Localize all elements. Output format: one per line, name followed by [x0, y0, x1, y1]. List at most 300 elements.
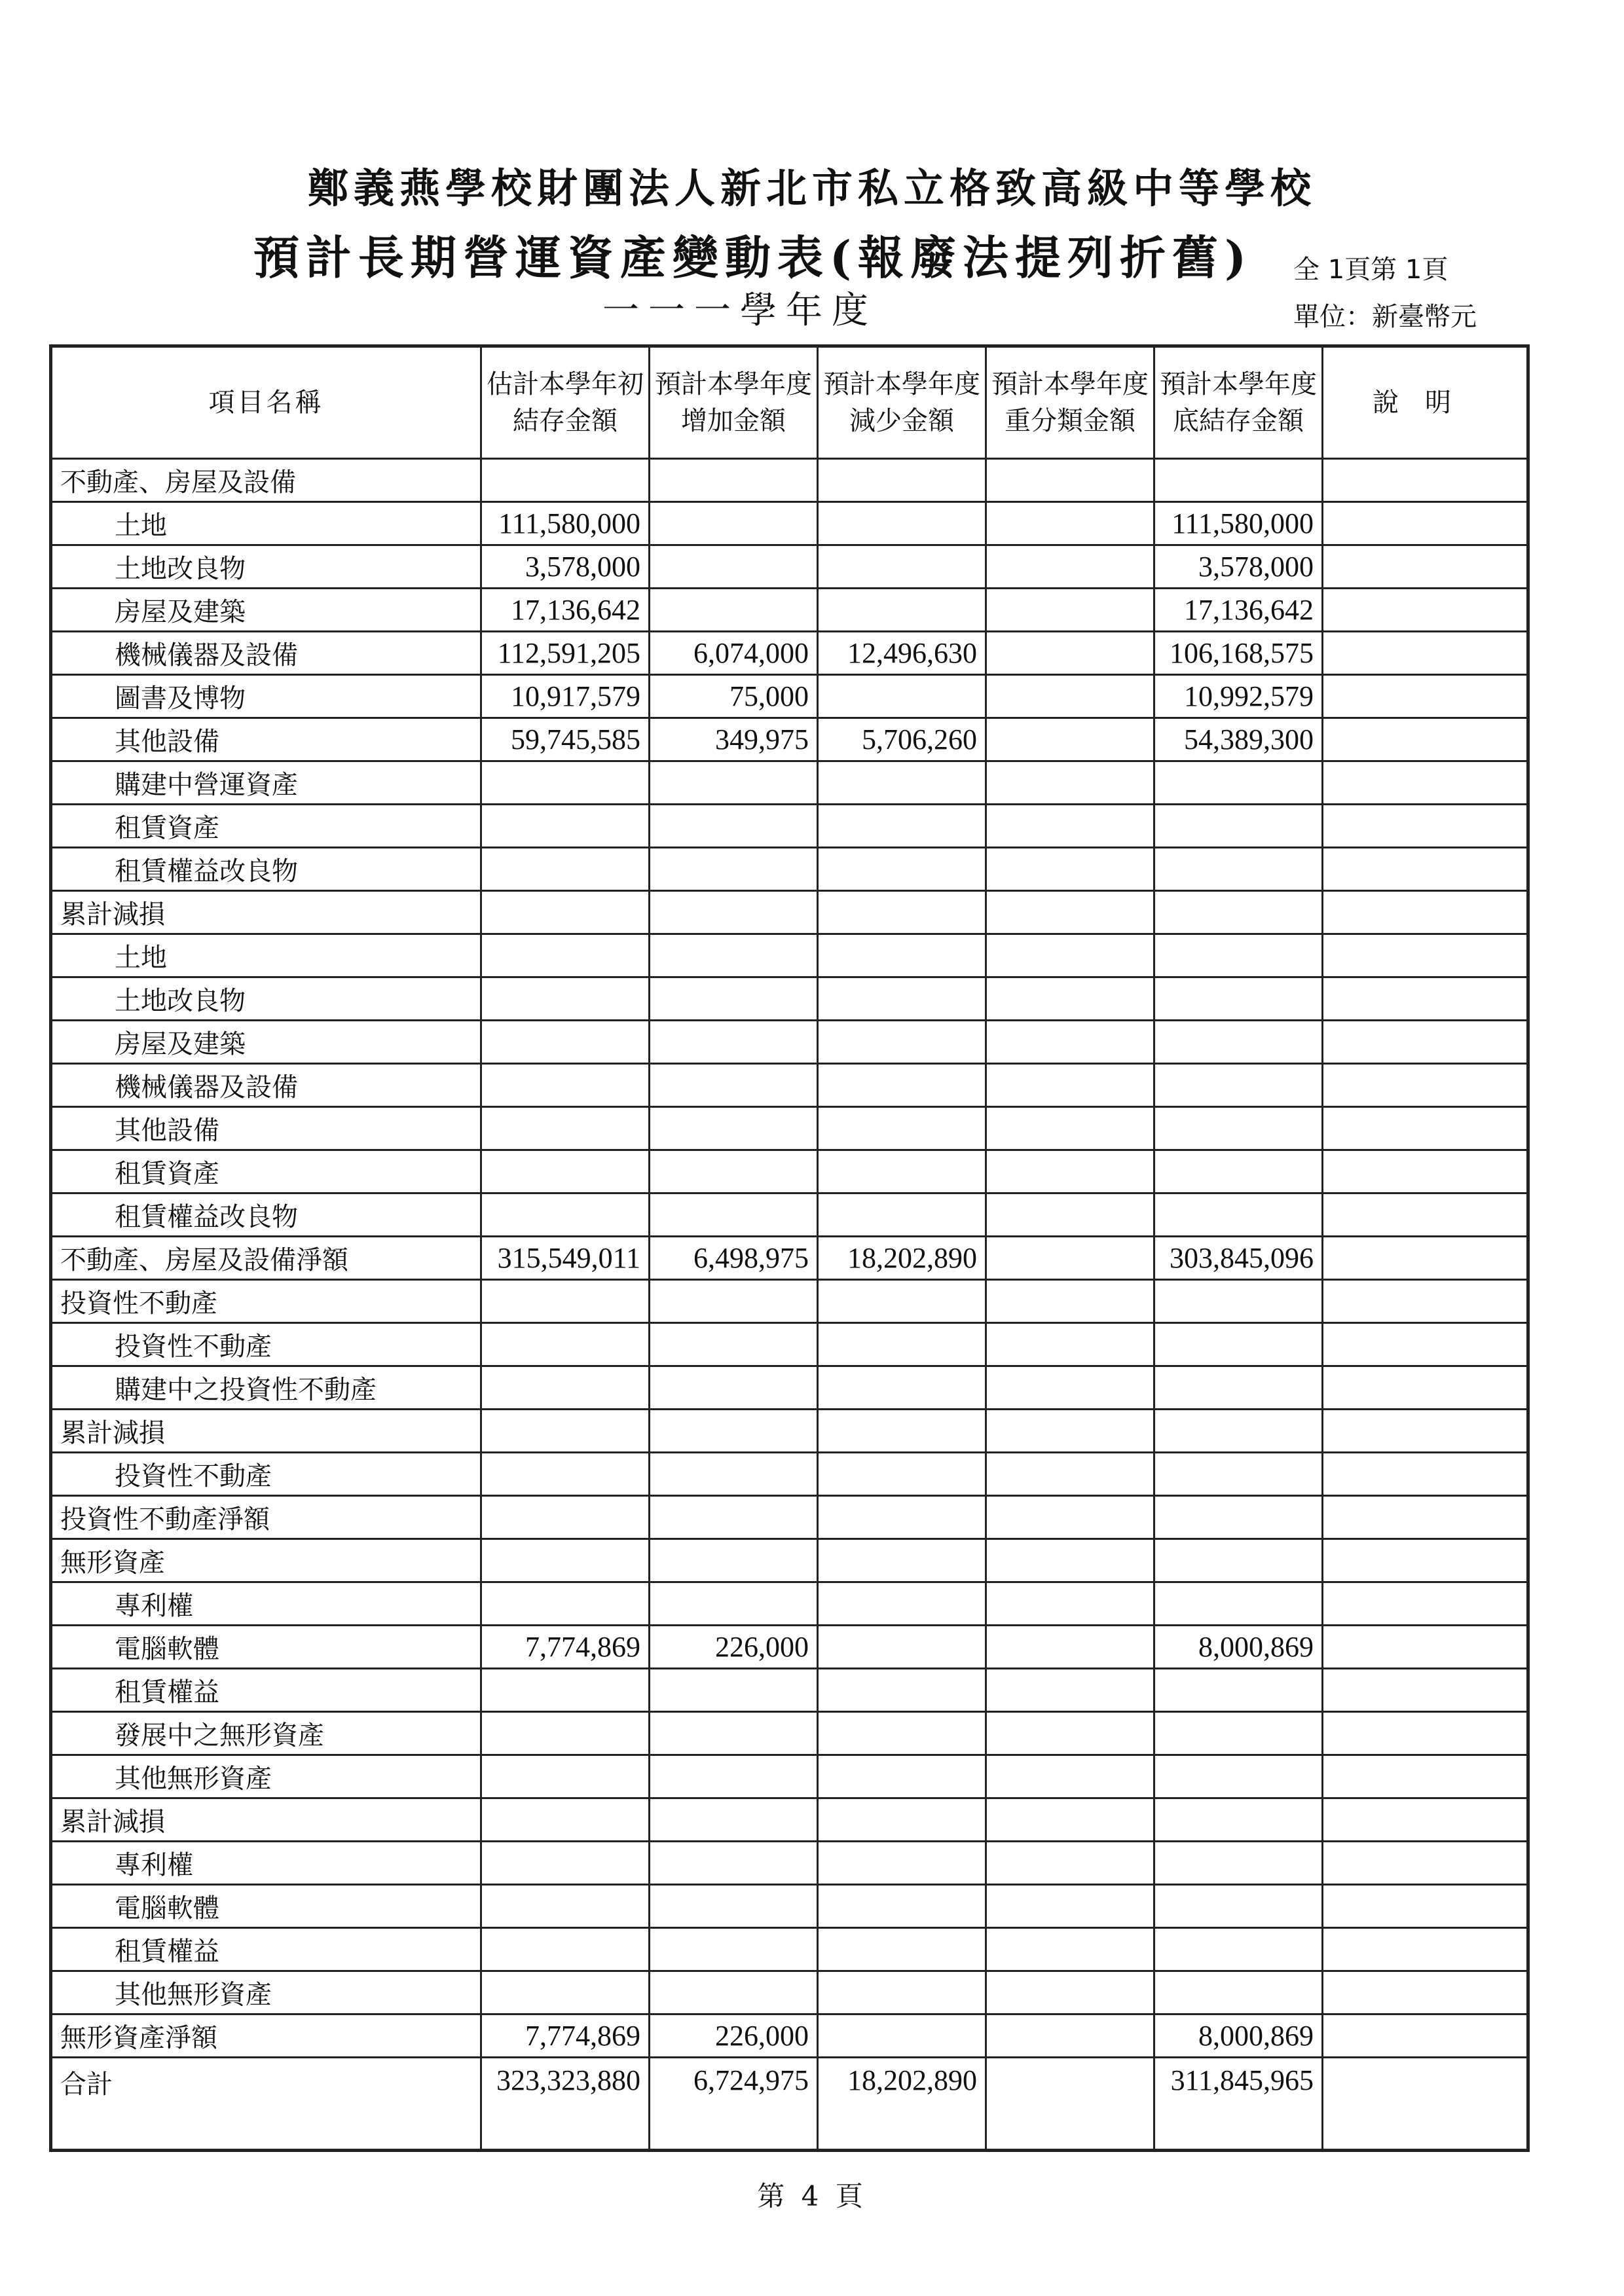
page-number: 第 4 頁 [757, 2180, 867, 2212]
table-row [51, 1064, 1528, 1107]
increase-value [650, 848, 818, 891]
note [1323, 1107, 1528, 1150]
table-row [51, 1107, 1528, 1150]
end-value [1154, 1453, 1323, 1496]
reclass-value [986, 589, 1154, 632]
begin-value [481, 1842, 650, 1885]
begin-value [481, 1755, 650, 1798]
increase-value [650, 805, 818, 848]
currency-unit: 單位：新臺幣元 [1293, 302, 1477, 332]
decrease-value [818, 1755, 986, 1798]
item-name: 租賃權益改良物 [51, 1194, 481, 1237]
begin-value [481, 1712, 650, 1755]
fiscal-year: 一一一學年度 [602, 289, 877, 332]
item-name: 投資性不動產淨額 [51, 1496, 481, 1539]
end-value [1154, 761, 1323, 805]
begin-value [481, 1669, 650, 1712]
col-header-increase: 預計本學年度 增加金額 [650, 346, 818, 459]
decrease-value: 5,706,260 [818, 718, 986, 761]
note [1323, 1971, 1528, 2014]
decrease-value [818, 1712, 986, 1755]
reclass-value [986, 1366, 1154, 1410]
end-value [1154, 1798, 1323, 1842]
increase-value [650, 1971, 818, 2014]
note [1323, 459, 1528, 502]
note [1323, 1626, 1528, 1669]
organization-name: 鄭義燕學校財團法人新北市私立格致高級中等學校 [307, 164, 1316, 212]
end-value [1154, 1755, 1323, 1798]
reclass-value [986, 1323, 1154, 1366]
item-name: 累計減損 [51, 1798, 481, 1842]
item-name: 租賃資產 [51, 1150, 481, 1194]
decrease-value [818, 1626, 986, 1669]
begin-value: 112,591,205 [481, 632, 650, 675]
begin-value: 17,136,642 [481, 589, 650, 632]
col-header-reclass: 預計本學年度 重分類金額 [986, 346, 1154, 459]
note [1323, 1453, 1528, 1496]
note [1323, 632, 1528, 675]
increase-value [650, 1280, 818, 1323]
table-row [51, 1971, 1528, 2014]
begin-value [481, 1150, 650, 1194]
begin-value: 7,774,869 [481, 1626, 650, 1669]
begin-value [481, 1453, 650, 1496]
reclass-value [986, 1626, 1154, 1669]
note [1323, 1366, 1528, 1410]
increase-value: 6,074,000 [650, 632, 818, 675]
table-row [51, 632, 1528, 675]
reclass-value [986, 805, 1154, 848]
table-row [51, 1021, 1528, 1064]
reclass-value [986, 1798, 1154, 1842]
end-value: 111,580,000 [1154, 502, 1323, 545]
decrease-value [818, 1971, 986, 2014]
end-value [1154, 459, 1323, 502]
table-row [51, 589, 1528, 632]
begin-value [481, 1323, 650, 1366]
reclass-value [986, 545, 1154, 589]
end-value [1154, 891, 1323, 934]
decrease-value [818, 891, 986, 934]
reclass-value [986, 2058, 1154, 2151]
reclass-value [986, 761, 1154, 805]
increase-value [650, 1712, 818, 1755]
end-value: 10,992,579 [1154, 675, 1323, 718]
end-value [1154, 1150, 1323, 1194]
item-name: 投資性不動產 [51, 1323, 481, 1366]
begin-value [481, 977, 650, 1021]
end-value [1154, 1323, 1323, 1366]
decrease-value [818, 675, 986, 718]
reclass-value [986, 1539, 1154, 1582]
increase-value: 226,000 [650, 2014, 818, 2058]
item-name: 其他無形資產 [51, 1971, 481, 2014]
begin-value: 59,745,585 [481, 718, 650, 761]
begin-value: 315,549,011 [481, 1237, 650, 1280]
table-row [51, 891, 1528, 934]
end-value [1154, 1971, 1323, 2014]
reclass-value [986, 1453, 1154, 1496]
increase-value [650, 891, 818, 934]
note [1323, 502, 1528, 545]
begin-value [481, 1798, 650, 1842]
increase-value [650, 545, 818, 589]
decrease-value [818, 1582, 986, 1626]
end-value [1154, 848, 1323, 891]
end-value [1154, 805, 1323, 848]
reclass-value [986, 1194, 1154, 1237]
item-name: 圖書及博物 [51, 675, 481, 718]
increase-value [650, 1582, 818, 1626]
reclass-value [986, 977, 1154, 1021]
table-row [51, 1885, 1528, 1928]
item-name: 房屋及建築 [51, 1021, 481, 1064]
col-header-decrease: 預計本學年度 減少金額 [818, 346, 986, 459]
item-name: 租賃權益改良物 [51, 848, 481, 891]
end-value [1154, 1194, 1323, 1237]
item-name: 機械儀器及設備 [51, 1064, 481, 1107]
decrease-value [818, 1928, 986, 1971]
table-row [51, 545, 1528, 589]
begin-value [481, 1928, 650, 1971]
increase-value [650, 1842, 818, 1885]
decrease-value [818, 1366, 986, 1410]
increase-value: 75,000 [650, 675, 818, 718]
increase-value [650, 1669, 818, 1712]
decrease-value [818, 761, 986, 805]
increase-value [650, 459, 818, 502]
note [1323, 675, 1528, 718]
decrease-value [818, 459, 986, 502]
note [1323, 1021, 1528, 1064]
item-name: 土地 [51, 934, 481, 977]
decrease-value [818, 1842, 986, 1885]
end-value [1154, 1021, 1323, 1064]
begin-value: 3,578,000 [481, 545, 650, 589]
table-row [51, 805, 1528, 848]
item-name: 投資性不動產 [51, 1280, 481, 1323]
begin-value [481, 934, 650, 977]
item-name: 累計減損 [51, 891, 481, 934]
decrease-value [818, 1194, 986, 1237]
end-value [1154, 977, 1323, 1021]
increase-value [650, 1150, 818, 1194]
increase-value [650, 1755, 818, 1798]
table-row [51, 1842, 1528, 1885]
item-name: 土地改良物 [51, 545, 481, 589]
end-value [1154, 1366, 1323, 1410]
col-header-note: 說明 [1323, 346, 1528, 459]
decrease-value [818, 1021, 986, 1064]
end-value: 3,578,000 [1154, 545, 1323, 589]
item-name: 租賃資產 [51, 805, 481, 848]
item-name: 無形資產 [51, 1539, 481, 1582]
table-row [51, 1237, 1528, 1280]
item-name: 電腦軟體 [51, 1885, 481, 1928]
table-row [51, 1798, 1528, 1842]
reclass-value [986, 459, 1154, 502]
col-header-item-name: 項目名稱 [51, 346, 481, 459]
note [1323, 977, 1528, 1021]
end-value [1154, 1064, 1323, 1107]
end-value [1154, 1280, 1323, 1323]
reclass-value [986, 934, 1154, 977]
reclass-value [986, 1971, 1154, 2014]
reclass-value [986, 1410, 1154, 1453]
end-value: 17,136,642 [1154, 589, 1323, 632]
note [1323, 1194, 1528, 1237]
note [1323, 761, 1528, 805]
increase-value [650, 1410, 818, 1453]
note [1323, 1885, 1528, 1928]
begin-value [481, 761, 650, 805]
increase-value: 349,975 [650, 718, 818, 761]
decrease-value [818, 934, 986, 977]
begin-value [481, 1021, 650, 1064]
reclass-value [986, 1107, 1154, 1150]
table-row [51, 977, 1528, 1021]
item-name: 投資性不動產 [51, 1453, 481, 1496]
table-row [51, 761, 1528, 805]
increase-value [650, 1194, 818, 1237]
reclass-value [986, 891, 1154, 934]
end-value: 303,845,096 [1154, 1237, 1323, 1280]
reclass-value [986, 848, 1154, 891]
increase-value: 6,724,975 [650, 2058, 818, 2151]
item-name: 房屋及建築 [51, 589, 481, 632]
end-value: 106,168,575 [1154, 632, 1323, 675]
item-name: 其他設備 [51, 1107, 481, 1150]
note [1323, 2058, 1528, 2151]
item-name: 土地 [51, 502, 481, 545]
note [1323, 1582, 1528, 1626]
end-value: 54,389,300 [1154, 718, 1323, 761]
begin-value [481, 1280, 650, 1323]
item-name: 合計 [51, 2058, 481, 2151]
item-name: 土地改良物 [51, 977, 481, 1021]
begin-value [481, 1582, 650, 1626]
table-row [51, 2014, 1528, 2058]
note [1323, 891, 1528, 934]
reclass-value [986, 1928, 1154, 1971]
reclass-value [986, 2014, 1154, 2058]
table-row [51, 1366, 1528, 1410]
item-name: 其他設備 [51, 718, 481, 761]
begin-value [481, 1194, 650, 1237]
end-value: 8,000,869 [1154, 2014, 1323, 2058]
item-name: 其他無形資產 [51, 1755, 481, 1798]
decrease-value [818, 1798, 986, 1842]
note [1323, 1323, 1528, 1366]
increase-value [650, 977, 818, 1021]
table-row [51, 1626, 1528, 1669]
table-row [51, 1410, 1528, 1453]
increase-value [650, 1366, 818, 1410]
end-value [1154, 1496, 1323, 1539]
decrease-value [818, 589, 986, 632]
begin-value [481, 1410, 650, 1453]
table-row [51, 1669, 1528, 1712]
increase-value [650, 1021, 818, 1064]
increase-value [650, 1885, 818, 1928]
item-name: 累計減損 [51, 1410, 481, 1453]
begin-value [481, 459, 650, 502]
item-name: 不動產、房屋及設備 [51, 459, 481, 502]
reclass-value [986, 1755, 1154, 1798]
note [1323, 545, 1528, 589]
begin-value [481, 1107, 650, 1150]
decrease-value [818, 502, 986, 545]
reclass-value [986, 1496, 1154, 1539]
table-row [51, 934, 1528, 977]
table-row [51, 502, 1528, 545]
reclass-value [986, 1669, 1154, 1712]
item-name: 專利權 [51, 1842, 481, 1885]
increase-value [650, 1323, 818, 1366]
item-name: 購建中營運資產 [51, 761, 481, 805]
end-value [1154, 1842, 1323, 1885]
increase-value [650, 934, 818, 977]
page-info: 全 1頁第 1頁 [1293, 255, 1449, 285]
decrease-value [818, 1280, 986, 1323]
table-row [51, 1194, 1528, 1237]
decrease-value [818, 1496, 986, 1539]
decrease-value [818, 1107, 986, 1150]
increase-value [650, 1928, 818, 1971]
item-name: 電腦軟體 [51, 1626, 481, 1669]
reclass-value [986, 1021, 1154, 1064]
decrease-value [818, 977, 986, 1021]
decrease-value [818, 1669, 986, 1712]
increase-value: 226,000 [650, 1626, 818, 1669]
increase-value [650, 1798, 818, 1842]
begin-value: 7,774,869 [481, 2014, 650, 2058]
item-name: 發展中之無形資產 [51, 1712, 481, 1755]
table-header-row [51, 346, 1528, 459]
col-header-begin: 估計本學年初 結存金額 [481, 346, 650, 459]
end-value: 8,000,869 [1154, 1626, 1323, 1669]
begin-value [481, 848, 650, 891]
begin-value: 10,917,579 [481, 675, 650, 718]
decrease-value [818, 848, 986, 891]
increase-value [650, 1539, 818, 1582]
note [1323, 718, 1528, 761]
end-value [1154, 1669, 1323, 1712]
end-value [1154, 1582, 1323, 1626]
decrease-value [818, 805, 986, 848]
end-value: 311,845,965 [1154, 2058, 1323, 2151]
table-row [51, 848, 1528, 891]
note [1323, 1237, 1528, 1280]
decrease-value [818, 1885, 986, 1928]
reclass-value [986, 675, 1154, 718]
table-row [51, 1150, 1528, 1194]
reclass-value [986, 1064, 1154, 1107]
begin-value [481, 1971, 650, 2014]
note [1323, 1798, 1528, 1842]
table-row [51, 1280, 1528, 1323]
end-value [1154, 934, 1323, 977]
note [1323, 1928, 1528, 1971]
table-row [51, 718, 1528, 761]
note [1323, 1755, 1528, 1798]
note [1323, 805, 1528, 848]
note [1323, 934, 1528, 977]
table-row [51, 1712, 1528, 1755]
note [1323, 848, 1528, 891]
table-row [51, 675, 1528, 718]
end-value [1154, 1712, 1323, 1755]
item-name: 不動產、房屋及設備淨額 [51, 1237, 481, 1280]
decrease-value: 18,202,890 [818, 1237, 986, 1280]
reclass-value [986, 1885, 1154, 1928]
decrease-value [818, 1410, 986, 1453]
decrease-value [818, 1323, 986, 1366]
note [1323, 1150, 1528, 1194]
item-name: 機械儀器及設備 [51, 632, 481, 675]
table-row [51, 1928, 1528, 1971]
note [1323, 589, 1528, 632]
asset-change-table [49, 344, 1530, 2152]
table-row [51, 1453, 1528, 1496]
reclass-value [986, 718, 1154, 761]
reclass-value [986, 1150, 1154, 1194]
decrease-value [818, 1150, 986, 1194]
reclass-value [986, 1842, 1154, 1885]
end-value [1154, 1539, 1323, 1582]
reclass-value [986, 632, 1154, 675]
reclass-value [986, 1712, 1154, 1755]
table-row [51, 1323, 1528, 1366]
table-row [51, 1496, 1528, 1539]
table-row [51, 1582, 1528, 1626]
end-value [1154, 1928, 1323, 1971]
decrease-value [818, 545, 986, 589]
begin-value [481, 1885, 650, 1928]
end-value [1154, 1107, 1323, 1150]
increase-value [650, 1107, 818, 1150]
decrease-value [818, 1453, 986, 1496]
item-name: 無形資產淨額 [51, 2014, 481, 2058]
col-header-end: 預計本學年度 底結存金額 [1154, 346, 1323, 459]
note [1323, 2014, 1528, 2058]
begin-value [481, 805, 650, 848]
table-row [51, 2058, 1528, 2151]
item-name: 租賃權益 [51, 1669, 481, 1712]
item-name: 購建中之投資性不動產 [51, 1366, 481, 1410]
increase-value [650, 589, 818, 632]
item-name: 專利權 [51, 1582, 481, 1626]
increase-value [650, 1064, 818, 1107]
reclass-value [986, 1237, 1154, 1280]
note [1323, 1280, 1528, 1323]
reclass-value [986, 1280, 1154, 1323]
increase-value: 6,498,975 [650, 1237, 818, 1280]
increase-value [650, 761, 818, 805]
increase-value [650, 1453, 818, 1496]
decrease-value [818, 2014, 986, 2058]
note [1323, 1410, 1528, 1453]
begin-value [481, 1496, 650, 1539]
note [1323, 1842, 1528, 1885]
note [1323, 1496, 1528, 1539]
report-title: 預計長期營運資產變動表(報廢法提列折舊) [253, 230, 1253, 285]
table-row [51, 1755, 1528, 1798]
decrease-value: 12,496,630 [818, 632, 986, 675]
increase-value [650, 1496, 818, 1539]
begin-value [481, 1539, 650, 1582]
note [1323, 1669, 1528, 1712]
